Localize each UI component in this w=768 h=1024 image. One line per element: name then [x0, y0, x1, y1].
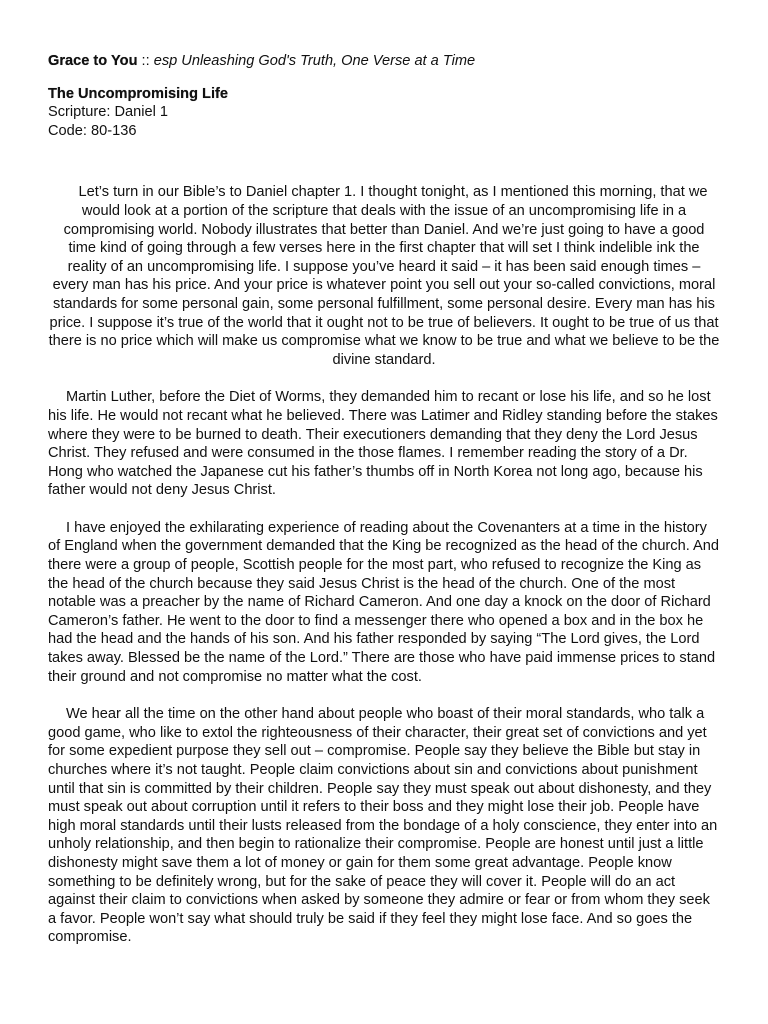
paragraph-1: Let’s turn in our Bible’s to Daniel chapter 1. I thought tonight, as I mentioned this morning, that we would look at a portion of the scripture that deals with the issue of an uncompromising life in a compromising world. Nobody illustrates that better than Daniel. And we’re just going to have a good time kind of going through a few verses here in the first chapter that will set I think indelible ink the reality of an uncompromising life. I suppose you’ve heard it said – it has been said enough times – every man has his price. And your price is whatever point you sell out your so-called convictions, moral standards for some personal gain, some personal fulfillment, some personal desire. Every man has his price. I suppose it’s true of the world that it ought not to be true of believers. It ought to be true of us that there is no price which will make us compromise what we know to be true and what we believe to be the divine standard.	[48, 184, 720, 368]
sermon-scripture: Scripture: Daniel 1	[48, 104, 169, 121]
page-header	[48, 52, 720, 71]
site-tagline: esp Unleashing God's Truth, One Verse at a Time	[153, 53, 476, 69]
document-page	[48, 52, 720, 966]
paragraph-2: Martin Luther, before the Diet of Worms, they demanded him to recant or lose his life, and so he lost his life. He would not recant what he believed. There was Latimer and Ridley standing before the stakes where they were to be burned to death. Their executioners demanding that they deny the Lord Jesus Christ. They refused and were consumed in the those flames. I remember reading the story of a Dr. Hong who watched the Japanese cut his father’s thumbs off in North Korea not long ago, because his father would not deny Jesus Christ.	[48, 389, 718, 499]
paragraph-4: We hear all the time on the other hand about people who boast of their moral standards, who talk a good game, who like to extol the righteousness of their character, their great set of convictions and yet for some expedient purpose they sell out – compromise. People say they believe the Bible but stay in churches where it’s not taught. People claim convictions about sin and convictions about punishment until that sin is committed by their children. People say they must speak out about dishonesty, and they must speak out about corruption until it refers to their boss and they might lose their job. People have high moral standards until their lusts released from the bondage of a holy conscience, they enter into an unholy relationship, and then begin to rationalize their compromise. People are honest until just a little dishonesty might save them a lot of money or gain for them some great advantage. People know something to be definitely wrong, but for the sake of peace they will cover it. People will do an act against their claim to convictions when asked by someone they admire or fear or from whom they seek a favor. People won’t say what should truly be said if they feel they might lose face. And so goes the compromise.	[48, 706, 718, 946]
site-name: Grace to You	[48, 53, 138, 69]
header-separator: ::	[137, 53, 154, 69]
sermon-title: The Uncompromising Life	[48, 85, 228, 102]
paragraph-3: I have enjoyed the exhilarating experience of reading about the Covenanters at a time in the history of England when the government demanded that the King be recognized as the head of the church. And there were a group of people, Scottish people for the most part, who refused to recognize the King as the head of the church because they said Jesus Christ is the head of the church. One of the most notable was a preacher by the name of Richard Cameron. And one day a knock on the door of Richard Cameron’s father. He went to the door to find a messenger there who opened a box and in the box he had the head and the hands of his son. And his father responded by saying “The Lord gives, the Lord takes away. Blessed be the name of the Lord.” There are those who have paid immense prices to stand their ground and not compromise no matter what the cost.	[48, 519, 719, 685]
sermon-code: Code: 80-136	[48, 122, 137, 139]
sermon-meta	[48, 85, 720, 141]
sermon-body	[48, 183, 720, 947]
